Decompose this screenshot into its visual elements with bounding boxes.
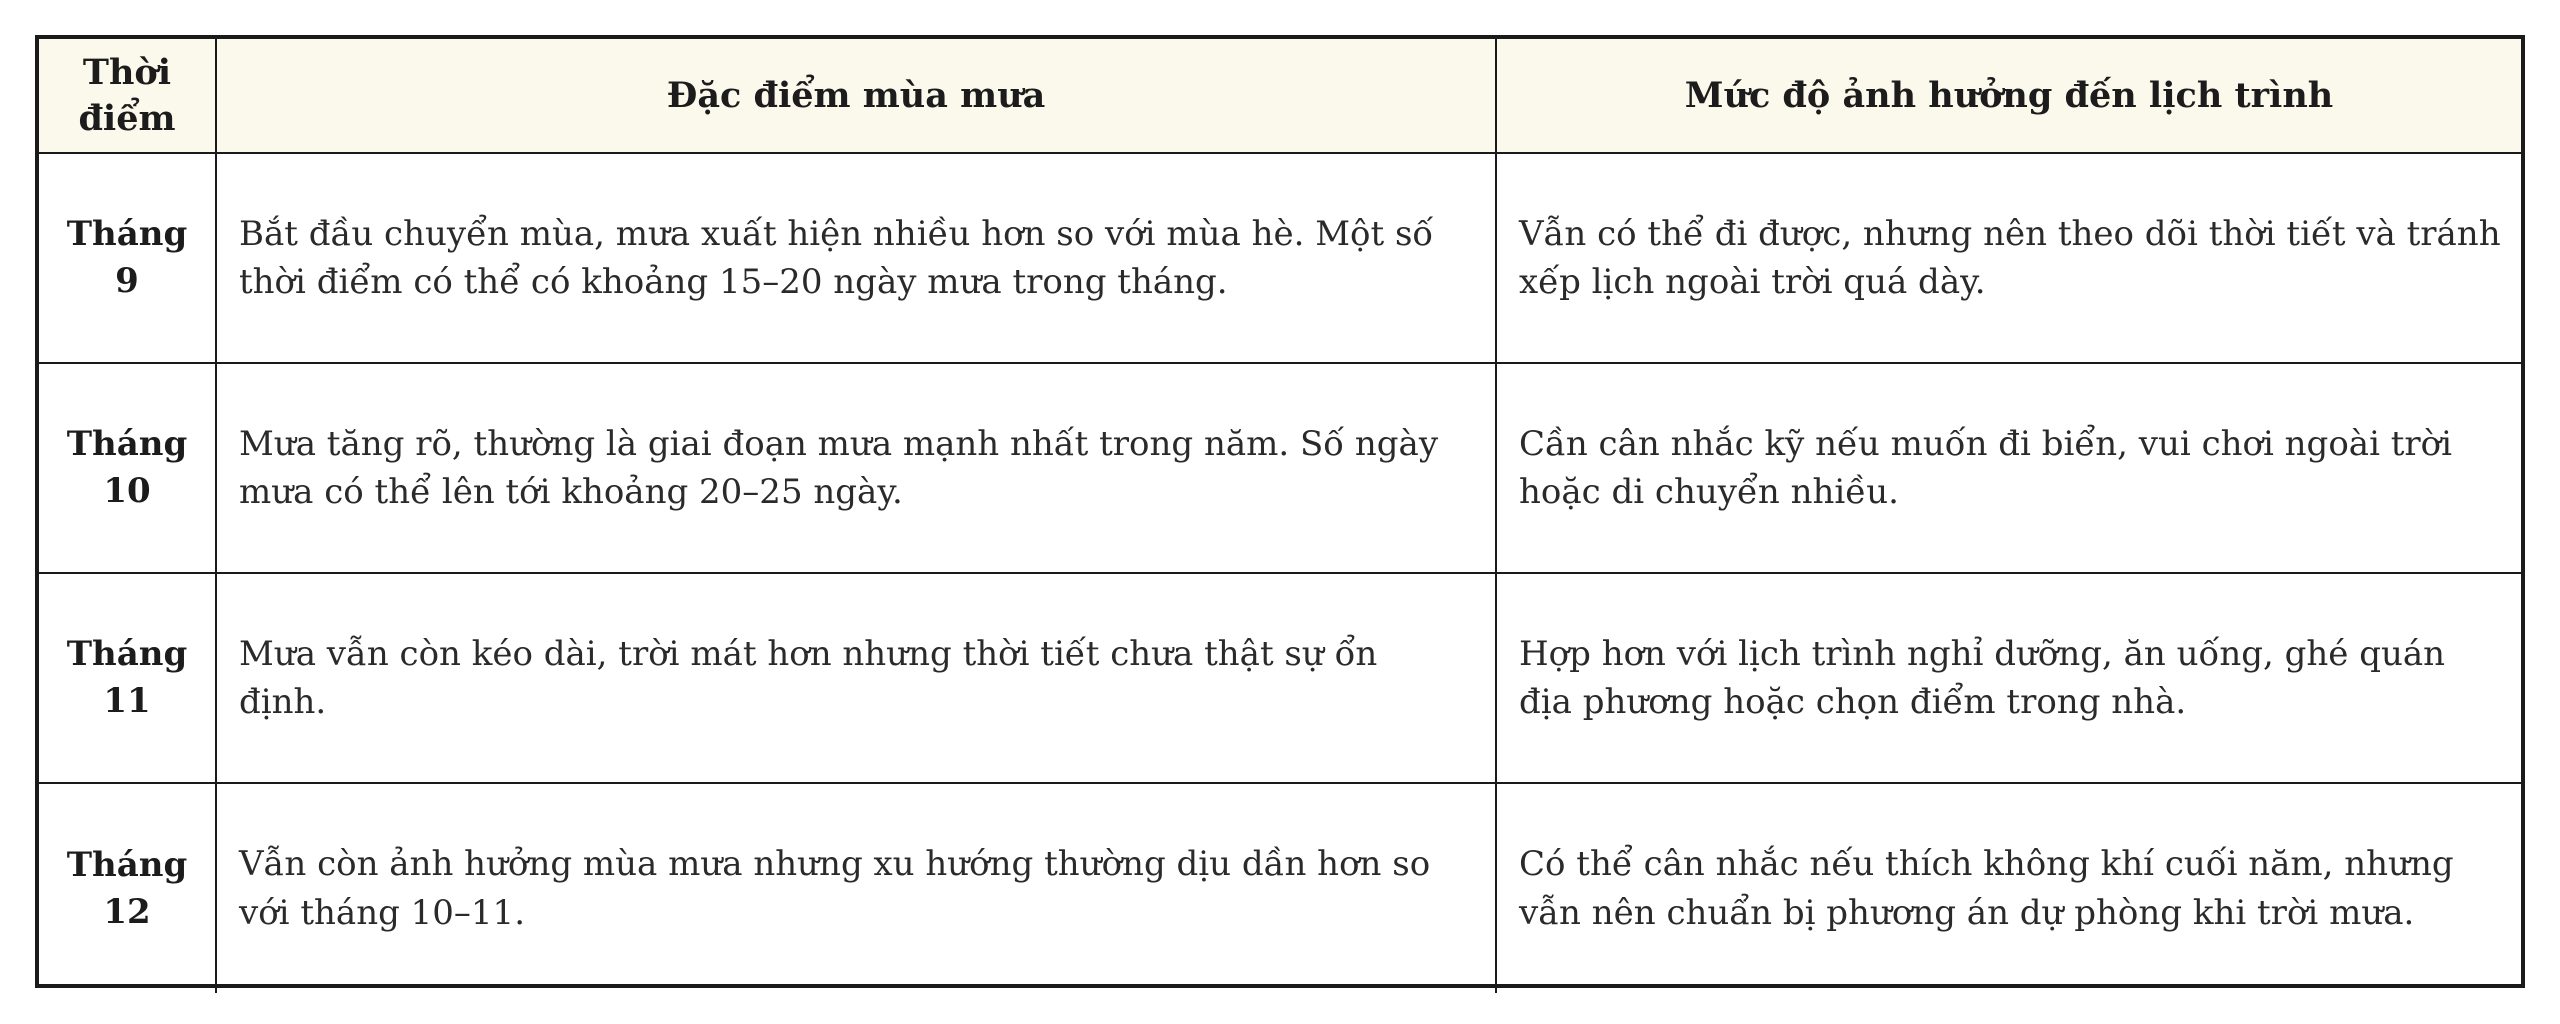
column-header-impact: Mức độ ảnh hưởng đến lịch trình bbox=[1496, 39, 2521, 153]
characteristics-cell: Bắt đầu chuyển mùa, mưa xuất hiện nhiều hơn so với mùa hè. Một số thời điểm có thể có khoảng 15–20 ngày mưa trong tháng. bbox=[216, 153, 1496, 363]
table-row bbox=[39, 573, 2521, 783]
month-cell: Tháng 11 bbox=[39, 573, 216, 783]
table-body bbox=[39, 153, 2521, 993]
month-cell: Tháng 10 bbox=[39, 363, 216, 573]
table-row bbox=[39, 363, 2521, 573]
month-cell: Tháng 9 bbox=[39, 153, 216, 363]
impact-cell: Hợp hơn với lịch trình nghỉ dưỡng, ăn uống, ghé quán địa phương hoặc chọn điểm trong nhà. bbox=[1496, 573, 2521, 783]
table-row bbox=[39, 783, 2521, 993]
table-row bbox=[39, 153, 2521, 363]
characteristics-cell: Mưa tăng rõ, thường là giai đoạn mưa mạnh nhất trong năm. Số ngày mưa có thể lên tới khoảng 20–25 ngày. bbox=[216, 363, 1496, 573]
characteristics-cell: Mưa vẫn còn kéo dài, trời mát hơn nhưng thời tiết chưa thật sự ổn định. bbox=[216, 573, 1496, 783]
characteristics-cell: Vẫn còn ảnh hưởng mùa mưa nhưng xu hướng thường dịu dần hơn so với tháng 10–11. bbox=[216, 783, 1496, 993]
table-header bbox=[39, 39, 2521, 153]
month-cell: Tháng 12 bbox=[39, 783, 216, 993]
column-header-characteristics: Đặc điểm mùa mưa bbox=[216, 39, 1496, 153]
header-row bbox=[39, 39, 2521, 153]
table bbox=[39, 39, 2521, 993]
impact-cell: Cần cân nhắc kỹ nếu muốn đi biển, vui chơi ngoài trời hoặc di chuyển nhiều. bbox=[1496, 363, 2521, 573]
impact-cell: Vẫn có thể đi được, nhưng nên theo dõi thời tiết và tránh xếp lịch ngoài trời quá dày. bbox=[1496, 153, 2521, 363]
column-header-time: Thời điểm bbox=[39, 39, 216, 153]
rainy-season-table bbox=[35, 35, 2525, 988]
impact-cell: Có thể cân nhắc nếu thích không khí cuối năm, nhưng vẫn nên chuẩn bị phương án dự phòng khi trời mưa. bbox=[1496, 783, 2521, 993]
